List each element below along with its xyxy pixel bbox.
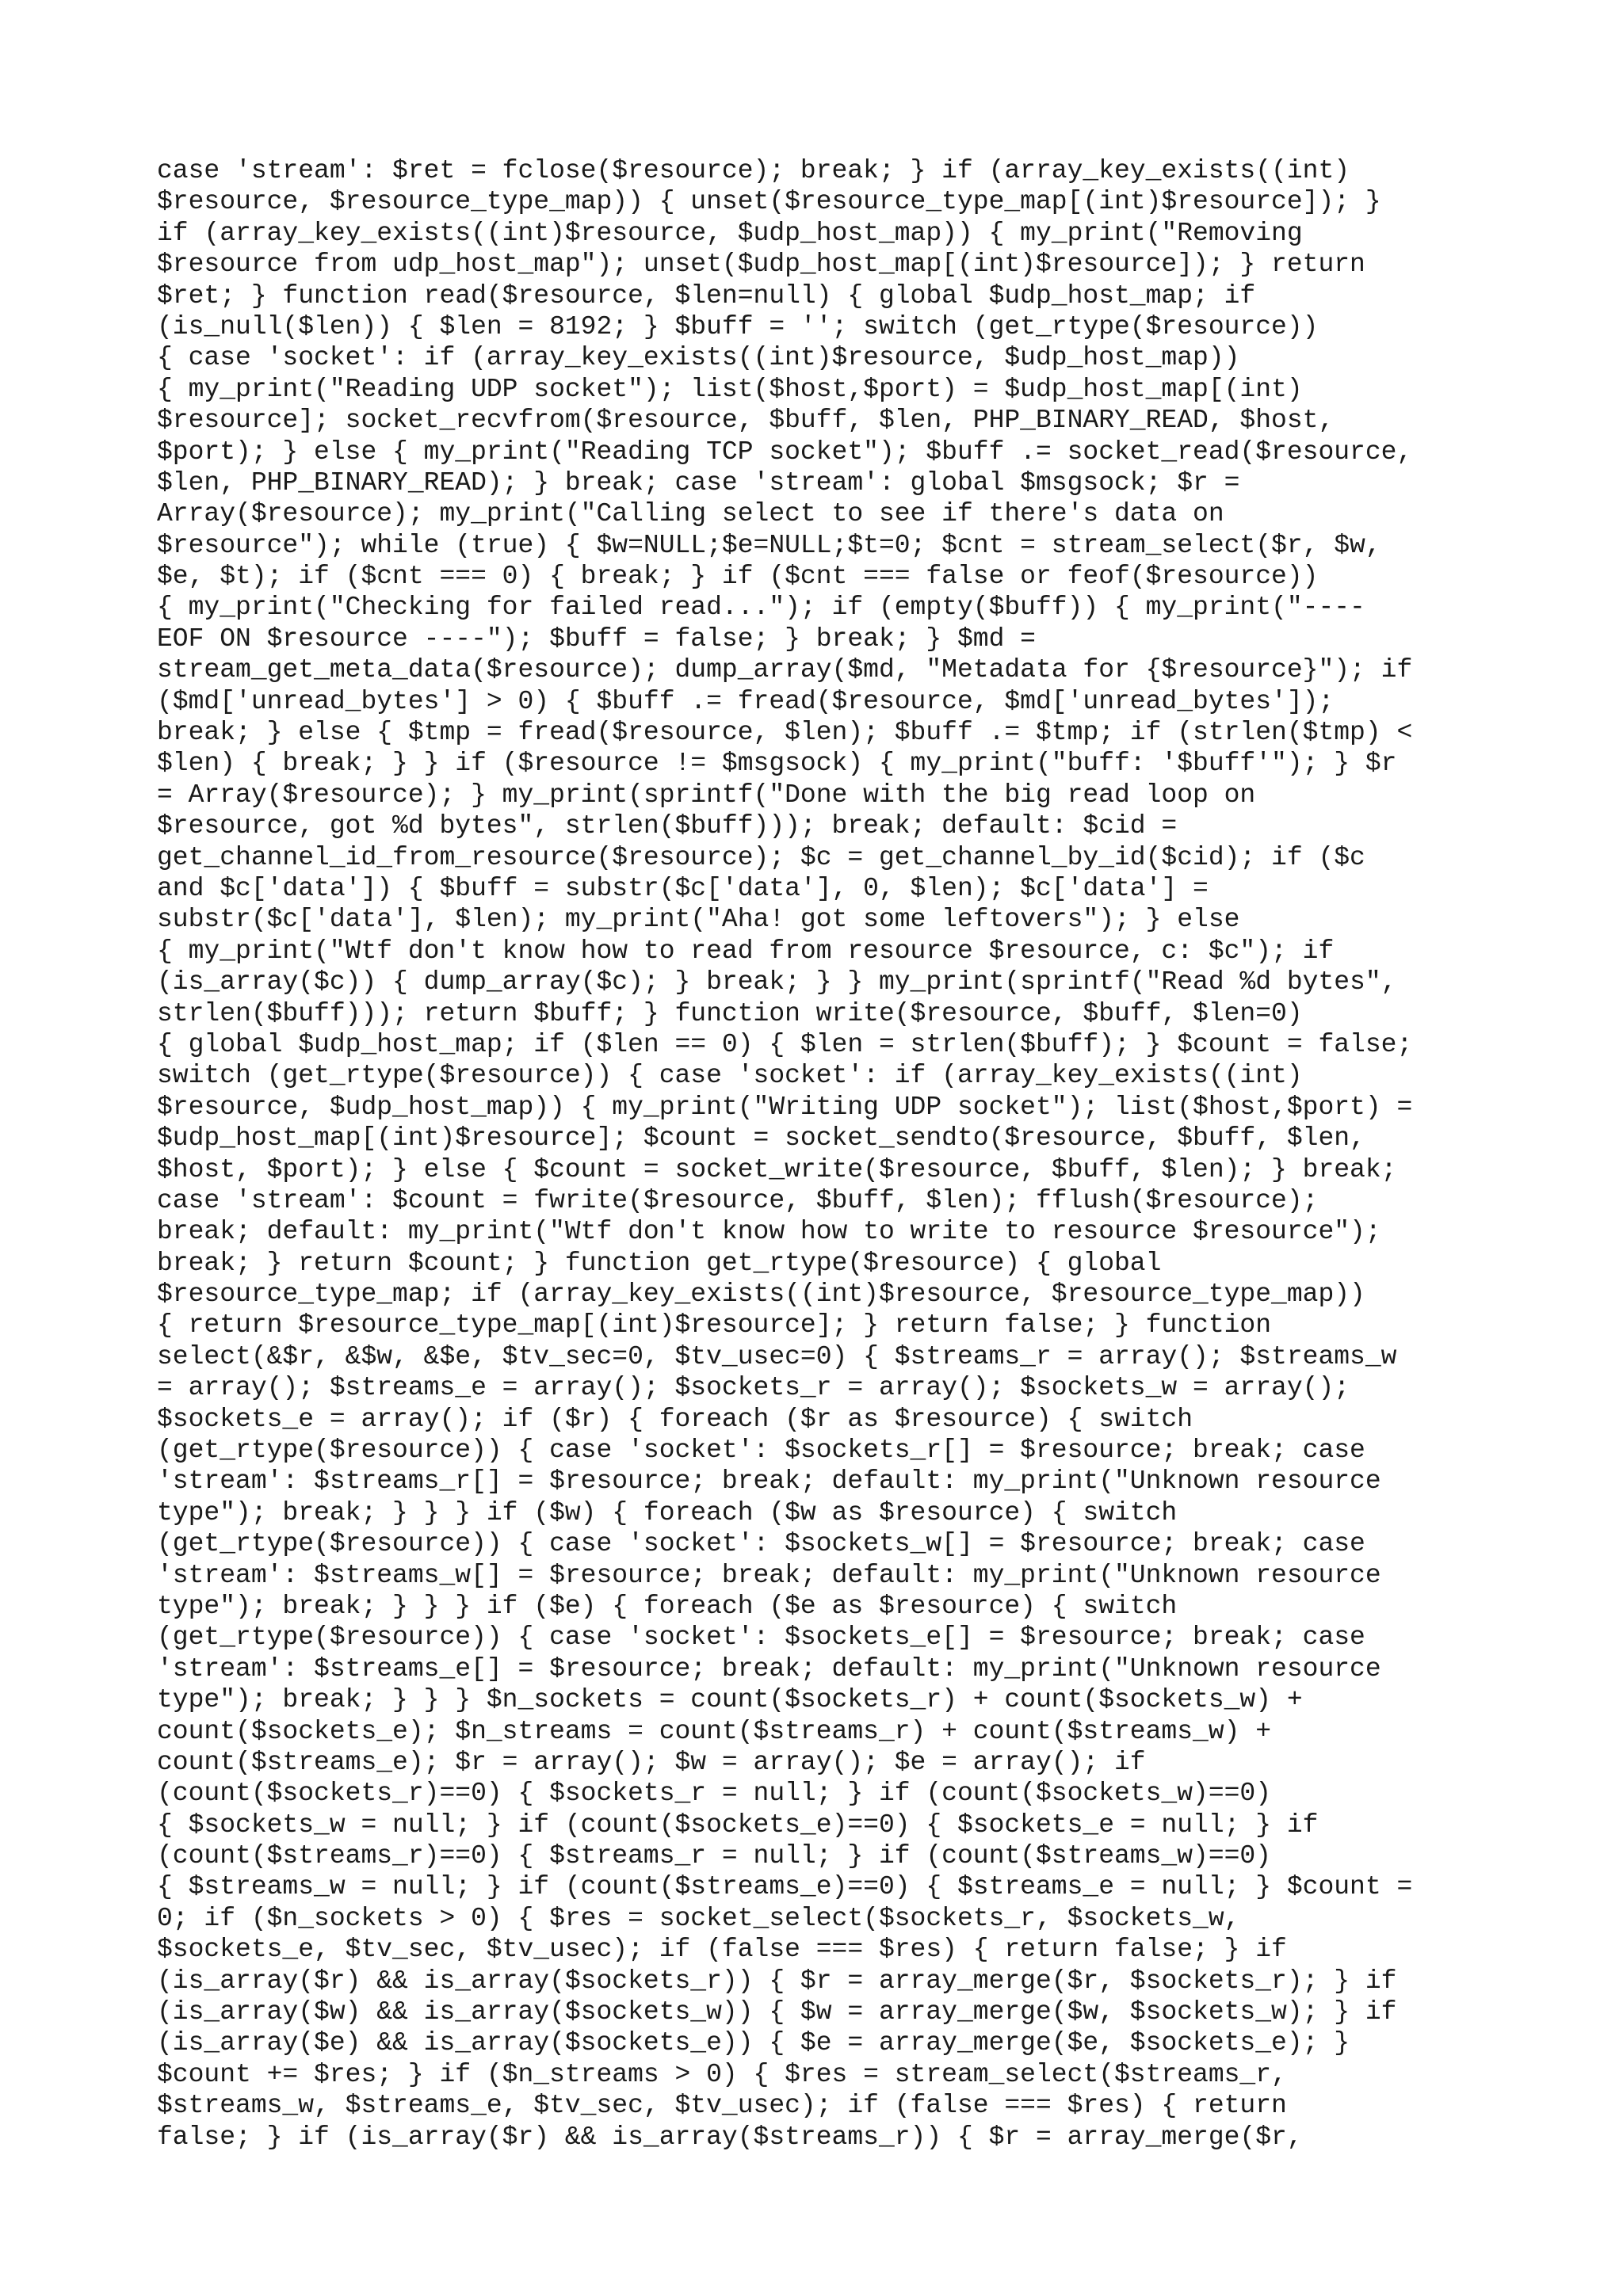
code-line: case 'stream': $ret = fclose($resource); break; } if (array_key_exists((int): [157, 156, 1350, 185]
code-line: count($sockets_e); $n_streams = count($streams_r) + count($streams_w) +: [157, 1716, 1272, 1746]
code-line: { my_print("Reading UDP socket"); list($host,$port) = $udp_host_map[(int): [157, 374, 1303, 404]
code-line: $resource_type_map; if (array_key_exists((int)$resource, $resource_type_map)): [157, 1280, 1365, 1310]
code-line: { return $resource_type_map[(int)$resource]; } return false; } function: [157, 1310, 1272, 1341]
code-line: count($streams_e); $r = array(); $w = array(); $e = array(); if: [157, 1747, 1146, 1777]
code-line: $ret; } function read($resource, $len=null) { global $udp_host_map; if: [157, 280, 1256, 311]
code-line: $len) { break; } } if ($resource != $msgsock) { my_print("buff: '$buff'"); } $r: [157, 749, 1397, 779]
code-line: [157, 2153, 1488, 2183]
code-line: 0; if ($n_sockets > 0) { $res = socket_select($sockets_r, $sockets_w,: [157, 1903, 1240, 1933]
code-line: { my_print("Wtf don't know how to read from resource $resource, c: $c"); if: [157, 936, 1335, 966]
code-line: 'stream': $streams_r[] = $resource; break; default: my_print("Unknown resource: [157, 1466, 1381, 1497]
code-line: (is_array($r) && is_array($sockets_r)) { $r = array_merge($r, $sockets_r); } if: [157, 1966, 1397, 1996]
code-line: break; } else { $tmp = fread($resource, $len); $buff .= $tmp; if (strlen($tmp) <: [157, 718, 1413, 748]
code-line: case 'stream': $count = fwrite($resource, $buff, $len); fflush($resource);: [157, 1185, 1319, 1215]
code-line: Array($resource); my_print("Calling select to see if there's data on: [157, 499, 1224, 529]
code-block: [157, 155, 1488, 2215]
code-line: (count($streams_r)==0) { $streams_r = null; } if (count($streams_w)==0): [157, 1841, 1272, 1871]
code-line: ($md['unread_bytes'] > 0) { $buff .= fread($resource, $md['unread_bytes']);: [157, 686, 1335, 716]
code-line: type"); break; } } } if ($e) { foreach ($e as $resource) { switch: [157, 1591, 1178, 1621]
code-line: $sockets_e = array(); if ($r) { foreach ($r as $resource) { switch: [157, 1404, 1193, 1434]
code-line: strlen($buff))); return $buff; } function write($resource, $buff, $len=0): [157, 998, 1303, 1028]
code-line: { case 'socket': if (array_key_exists((int)$resource, $udp_host_map)): [157, 343, 1240, 373]
code-line: = array(); $streams_e = array(); $sockets_r = array(); $sockets_w = array();: [157, 1373, 1350, 1403]
code-line: $resource from udp_host_map"); unset($udp_host_map[(int)$resource]); } return: [157, 250, 1365, 280]
code-line: and $c['data']) { $buff = substr($c['data'], 0, $len); $c['data'] =: [157, 873, 1209, 903]
code-line: (count($sockets_r)==0) { $sockets_r = null; } if (count($sockets_w)==0): [157, 1779, 1272, 1809]
code-line: $sockets_e, $tv_sec, $tv_usec); if (false === $res) { return false; } if: [157, 1935, 1287, 1965]
code-line: $streams_w, $streams_e, $tv_sec, $tv_usec); if (false === $res) { return: [157, 2091, 1287, 2121]
code-line: get_channel_id_from_resource($resource); $c = get_channel_by_id($cid); if ($c: [157, 842, 1365, 872]
code-line: select(&$r, &$w, &$e, $tv_sec=0, $tv_usec=0) { $streams_r = array(); $streams_w: [157, 1341, 1397, 1371]
code-line: (is_array($w) && is_array($sockets_w)) { $w = array_merge($w, $sockets_w); } if: [157, 1997, 1397, 2027]
code-line: $count += $res; } if ($n_streams > 0) { $res = stream_select($streams_r,: [157, 2059, 1287, 2089]
code-line: $port); } else { my_print("Reading TCP socket"); $buff .= socket_read($resource,: [157, 437, 1413, 467]
code-line: EOF ON $resource ----"); $buff = false; } break; } $md =: [157, 624, 1036, 654]
code-line: (get_rtype($resource)) { case 'socket': $sockets_w[] = $resource; break; case: [157, 1529, 1365, 1559]
code-line: 'stream': $streams_w[] = $resource; break; default: my_print("Unknown resource: [157, 1560, 1381, 1590]
code-line: break; } return $count; } function get_rtype($resource) { global: [157, 1248, 1162, 1278]
code-line: break; default: my_print("Wtf don't know how to write to resource $resource");: [157, 1217, 1381, 1247]
code-line: type"); break; } } } $n_sockets = count($sockets_r) + count($sockets_w) +: [157, 1685, 1303, 1715]
code-line: stream_get_meta_data($resource); dump_array($md, "Metadata for {$resource}"); if: [157, 655, 1413, 685]
code-line: $e, $t); if ($cnt === 0) { break; } if ($cnt === false or feof($resource)): [157, 562, 1319, 592]
code-line: substr($c['data'], $len); my_print("Aha! got some leftovers"); } else: [157, 905, 1240, 935]
code-line: (get_rtype($resource)) { case 'socket': $sockets_e[] = $resource; break; case: [157, 1623, 1365, 1653]
code-line: $resource]; socket_recvfrom($resource, $buff, $len, PHP_BINARY_READ, $host,: [157, 406, 1335, 436]
code-line: = Array($resource); } my_print(sprintf("Done with the big read loop on: [157, 780, 1256, 810]
code-line: { $sockets_w = null; } if (count($sockets_e)==0) { $sockets_e = null; } if: [157, 1810, 1319, 1840]
code-line: $resource, $resource_type_map)) { unset($resource_type_map[(int)$resource]); }: [157, 187, 1381, 217]
code-line: $resource, got %d bytes", strlen($buff))); break; default: $cid =: [157, 811, 1178, 841]
code-line: $len, PHP_BINARY_READ); } break; case 'stream': global $msgsock; $r =: [157, 467, 1240, 498]
code-line: $resource"); while (true) { $w=NULL;$e=NULL;$t=0; $cnt = stream_select($r, $w,: [157, 530, 1381, 560]
code-line: $host, $port); } else { $count = socket_write($resource, $buff, $len); } break;: [157, 1154, 1397, 1184]
code-line: $resource, $udp_host_map)) { my_print("Writing UDP socket"); list($host,$port) =: [157, 1092, 1413, 1122]
code-line: (is_array($e) && is_array($sockets_e)) { $e = array_merge($e, $sockets_e); }: [157, 2028, 1350, 2058]
code-line: false; } if (is_array($r) && is_array($streams_r)) { $r = array_merge($r,: [157, 2122, 1303, 2152]
code-line: [157, 2183, 1488, 2214]
code-line: (is_array($c)) { dump_array($c); } break; } } my_print(sprintf("Read %d bytes",: [157, 967, 1397, 997]
code-line: if (array_key_exists((int)$resource, $udp_host_map)) { my_print("Removing: [157, 218, 1303, 248]
code-line: type"); break; } } } if ($w) { foreach ($w as $resource) { switch: [157, 1497, 1178, 1527]
code-line: switch (get_rtype($resource)) { case 'socket': if (array_key_exists((int): [157, 1061, 1303, 1091]
code-line: { global $udp_host_map; if ($len == 0) { $len = strlen($buff); } $count = false;: [157, 1029, 1413, 1059]
code-line: (is_null($len)) { $len = 8192; } $buff = ''; switch (get_rtype($resource)): [157, 311, 1319, 341]
code-line: (get_rtype($resource)) { case 'socket': $sockets_r[] = $resource; break; case: [157, 1436, 1365, 1466]
code-line: { my_print("Checking for failed read..."); if (empty($buff)) { my_print("----: [157, 593, 1365, 623]
code-line: $udp_host_map[(int)$resource]; $count = socket_sendto($resource, $buff, $len,: [157, 1123, 1365, 1154]
code-line: { $streams_w = null; } if (count($streams_e)==0) { $streams_e = null; } $count =: [157, 1872, 1413, 1902]
code-line: 'stream': $streams_e[] = $resource; break; default: my_print("Unknown resource: [157, 1653, 1381, 1684]
